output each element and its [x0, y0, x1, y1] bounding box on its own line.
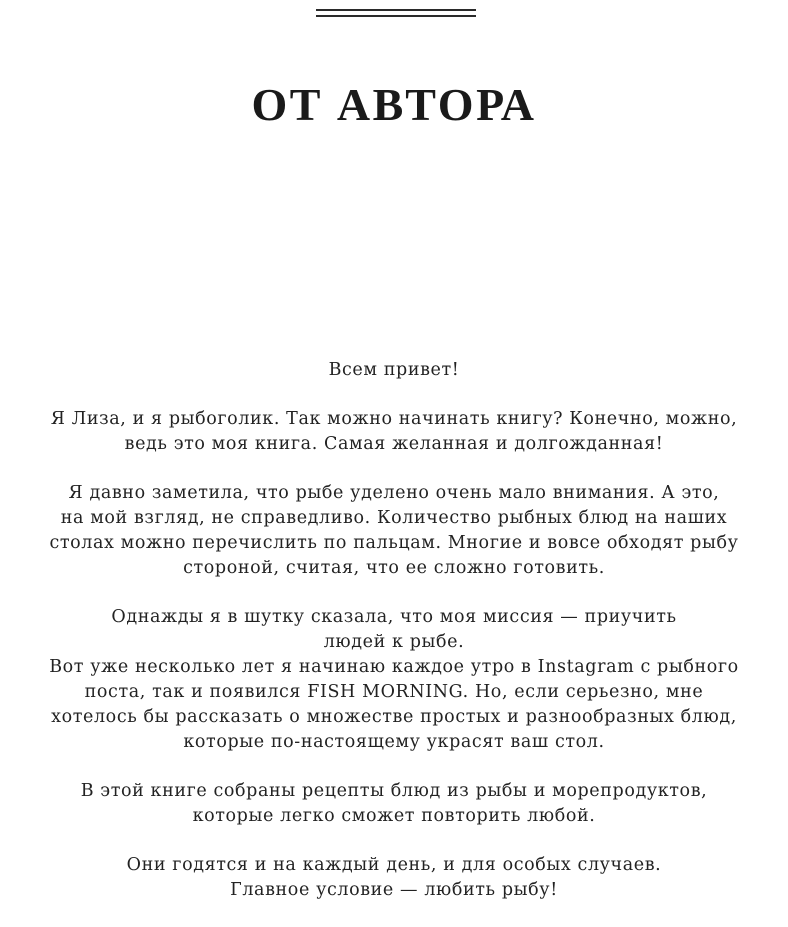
text-line: В этой книге собраны рецепты блюд из рыбы и морепродуктов,	[80, 781, 708, 801]
text-line: Они годятся и на каждый день, и для особых случаев.	[126, 855, 662, 875]
text-line: Я давно заметила, что рыбе уделено очень мало внимания. А это,	[68, 483, 720, 503]
page-title: ОТ АВТОРА	[251, 79, 537, 130]
paragraph-intro	[0, 407, 788, 457]
paragraph-recipes	[0, 779, 788, 829]
text-line: ведь это моя книга. Самая желанная и долгожданная!	[124, 434, 664, 454]
rule-line-top	[316, 9, 476, 11]
text-line: которые по-настоящему украсят ваш стол.	[183, 732, 605, 752]
text-line: Я Лиза, и я рыбоголик. Так можно начинать книгу? Конечно, можно,	[50, 409, 738, 429]
text-line: Всем привет!	[328, 360, 460, 380]
text-line: Главное условие — любить рыбу!	[230, 880, 558, 900]
paragraph-motivation	[0, 481, 788, 581]
text-line: Вот уже несколько лет я начинаю каждое утро в Instagram с рыбного	[49, 657, 739, 677]
paragraph-mission	[0, 605, 788, 755]
rule-line-bottom	[316, 15, 476, 17]
text-line: стороной, считая, что ее сложно готовить.	[183, 558, 605, 578]
text-line: людей к рыбе.	[323, 632, 465, 652]
text-line: Однажды я в шутку сказала, что моя миссия — приучить	[111, 607, 677, 627]
text-line: хотелось бы рассказать о множестве простых и разнообразных блюд,	[51, 707, 737, 727]
paragraph-closing	[0, 853, 788, 903]
text-line: поста, так и появился FISH MORNING. Но, если серьезно, мне	[84, 682, 704, 702]
paragraph-greeting	[0, 358, 788, 383]
text-line: которые легко сможет повторить любой.	[192, 806, 596, 826]
text-line: столах можно перечислить по пальцам. Многие и вовсе обходят рыбу	[49, 533, 739, 553]
text-line: на мой взгляд, не справедливо. Количество рыбных блюд на наших	[60, 508, 728, 528]
decorative-double-rule	[316, 9, 476, 17]
author-note-body	[0, 358, 788, 927]
